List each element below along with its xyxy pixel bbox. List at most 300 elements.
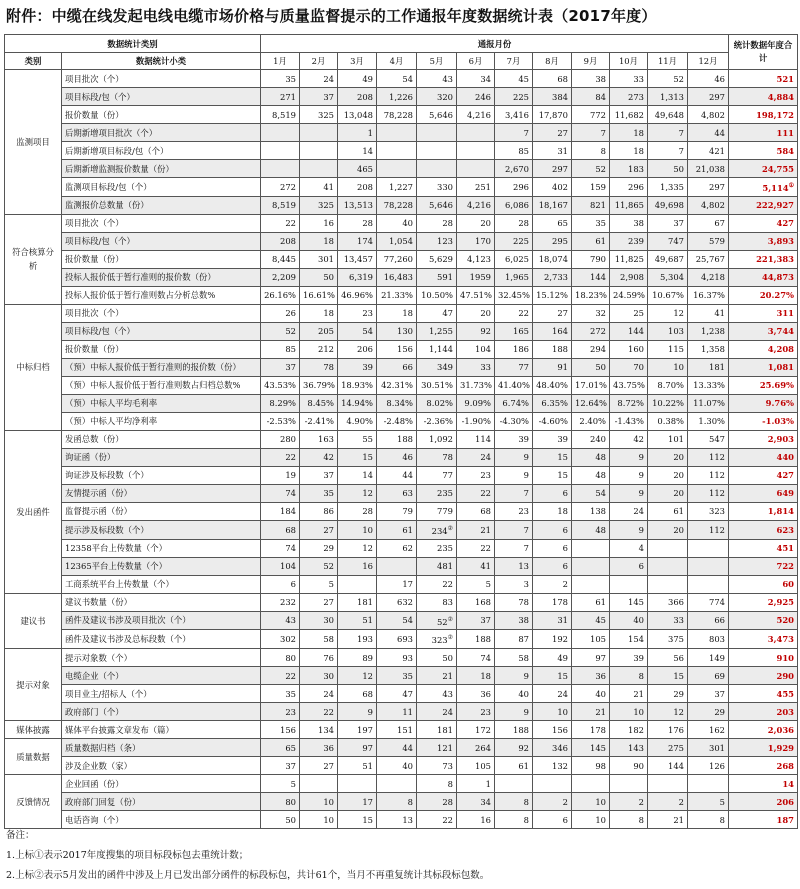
month-value-cell: 47 — [417, 304, 457, 322]
annual-total-cell: 521 — [729, 70, 798, 88]
month-value-cell: 22 — [457, 539, 495, 557]
month-value-cell: 55 — [338, 430, 377, 448]
month-value-cell: 29 — [688, 703, 729, 721]
month-value-cell: 65 — [533, 214, 572, 232]
month-value-cell: 92 — [495, 739, 533, 757]
month-value-cell: 21 — [417, 667, 457, 685]
month-value-cell: 18 — [610, 124, 648, 142]
subcategory-cell: 函件及建议书涉及总标段数（个） — [62, 630, 261, 649]
month-value-cell: 54 — [338, 322, 377, 340]
month-value-cell: 7 — [648, 142, 688, 160]
subcategory-cell: 建议书数量（份） — [62, 593, 261, 611]
month-value-cell — [648, 557, 688, 575]
month-value-cell: 6.35% — [533, 394, 572, 412]
month-value-cell: 48 — [572, 466, 610, 484]
month-value-cell: 803 — [688, 630, 729, 649]
month-value-cell: 4,123 — [457, 250, 495, 268]
month-value-cell — [533, 775, 572, 793]
month-value-cell: 176 — [648, 721, 688, 739]
month-value-cell: 49 — [338, 70, 377, 88]
month-value-cell: 192 — [533, 630, 572, 649]
subcategory-cell: 后期新增项目标段/包（个） — [62, 142, 261, 160]
month-value-cell: 10.67% — [648, 286, 688, 304]
month-value-cell: 182 — [610, 721, 648, 739]
month-value-cell: 10.50% — [417, 286, 457, 304]
subcategory-cell: 投标人报价低于暂行准则的报价数（份） — [62, 268, 261, 286]
month-value-cell: 21 — [648, 811, 688, 829]
month-value-cell: 36 — [300, 739, 338, 757]
annual-total-cell: 198,172 — [729, 106, 798, 124]
month-value-cell: 68 — [457, 502, 495, 520]
month-value-cell: 246 — [457, 88, 495, 106]
month-value-cell: 206 — [338, 340, 377, 358]
table-row — [5, 520, 798, 539]
month-value-cell: 162 — [688, 721, 729, 739]
header-month-group: 通报月份 — [261, 35, 729, 53]
annual-total-cell: 60 — [729, 575, 798, 593]
subcategory-cell: 工商系统平台上传数量（个） — [62, 575, 261, 593]
annual-total-cell: 427 — [729, 214, 798, 232]
month-value-cell: 130 — [377, 322, 417, 340]
category-cell: 发出函件 — [5, 430, 62, 593]
month-value-cell: 38 — [572, 70, 610, 88]
month-value-cell: 52 — [648, 70, 688, 88]
month-value-cell: 151 — [377, 721, 417, 739]
month-value-cell: 69 — [688, 667, 729, 685]
month-value-cell: 225 — [495, 88, 533, 106]
month-value-cell: 296 — [495, 178, 533, 197]
month-value-cell: 5 — [261, 775, 300, 793]
month-value-cell: 1,092 — [417, 430, 457, 448]
header-month-8: 8月 — [533, 53, 572, 70]
month-value-cell: 178 — [572, 721, 610, 739]
annual-total-cell: 455 — [729, 685, 798, 703]
month-value-cell: 4,802 — [688, 106, 729, 124]
month-value-cell: 45 — [572, 611, 610, 630]
month-value-cell: 42.31% — [377, 376, 417, 394]
month-value-cell: 325 — [300, 196, 338, 214]
month-value-cell: 45 — [495, 70, 533, 88]
month-value-cell: 93 — [377, 649, 417, 667]
month-value-cell: 30.51% — [417, 376, 457, 394]
month-value-cell: 6,025 — [495, 250, 533, 268]
month-value-cell: 188 — [457, 630, 495, 649]
month-value-cell: 90 — [610, 757, 648, 775]
month-value-cell — [648, 539, 688, 557]
month-value-cell: 49,687 — [648, 250, 688, 268]
subcategory-cell: 政府部门（个） — [62, 703, 261, 721]
month-value-cell: 16 — [338, 557, 377, 575]
month-value-cell: 80 — [261, 793, 300, 811]
month-value-cell: 10 — [610, 703, 648, 721]
month-value-cell: 12 — [338, 484, 377, 502]
month-value-cell: 20 — [648, 520, 688, 539]
table-row — [5, 160, 798, 178]
month-value-cell: 9 — [610, 484, 648, 502]
month-value-cell: 9 — [495, 667, 533, 685]
month-value-cell — [572, 557, 610, 575]
table-row — [5, 721, 798, 739]
month-value-cell: 24 — [610, 502, 648, 520]
table-row — [5, 611, 798, 630]
month-value-cell: 9 — [610, 520, 648, 539]
month-value-cell: 6 — [533, 539, 572, 557]
table-row — [5, 667, 798, 685]
footnote-mark: ② — [447, 634, 453, 642]
month-value-cell: 28 — [417, 793, 457, 811]
month-value-cell: 37 — [300, 466, 338, 484]
month-value-cell: 1,313 — [648, 88, 688, 106]
month-value-cell: 73 — [417, 757, 457, 775]
subcategory-cell: 后期新增监测报价数量（份） — [62, 160, 261, 178]
month-value-cell: -1.90% — [457, 412, 495, 430]
month-value-cell: 50 — [648, 160, 688, 178]
annual-total-cell: 3,473 — [729, 630, 798, 649]
month-value-cell: 4 — [610, 539, 648, 557]
month-value-cell: 23 — [457, 703, 495, 721]
subcategory-cell: 报价数量（份） — [62, 250, 261, 268]
month-value-cell: 43 — [417, 685, 457, 703]
month-value-cell: 112 — [688, 466, 729, 484]
month-value-cell: 54 — [377, 611, 417, 630]
month-value-cell: 35 — [377, 667, 417, 685]
month-value-cell: 22 — [417, 575, 457, 593]
month-value-cell: 481 — [417, 557, 457, 575]
month-value-cell: 43 — [261, 611, 300, 630]
month-value-cell: 68 — [533, 70, 572, 88]
annual-total-cell: 14 — [729, 775, 798, 793]
month-value-cell: 21 — [457, 520, 495, 539]
table-row — [5, 88, 798, 106]
month-value-cell: 78 — [417, 448, 457, 466]
month-value-cell: 8 — [610, 811, 648, 829]
month-value-cell: 31 — [533, 611, 572, 630]
month-value-cell: 52② — [417, 611, 457, 630]
month-value-cell: 11,865 — [610, 196, 648, 214]
month-value-cell: 52 — [572, 160, 610, 178]
month-value-cell: 32.45% — [495, 286, 533, 304]
table-row — [5, 757, 798, 775]
month-value-cell: 7 — [495, 124, 533, 142]
subcategory-cell: （预）中标人报价低于暂行准则数占归档总数% — [62, 376, 261, 394]
footnote-mark: ② — [447, 615, 453, 623]
month-value-cell: 79 — [377, 502, 417, 520]
month-value-cell: 2,733 — [533, 268, 572, 286]
month-value-cell: 85 — [495, 142, 533, 160]
header-month-5: 5月 — [417, 53, 457, 70]
table-row — [5, 106, 798, 124]
month-value-cell — [457, 142, 495, 160]
month-value-cell: 181 — [417, 721, 457, 739]
month-value-cell: -2.41% — [300, 412, 338, 430]
month-value-cell: 56 — [648, 649, 688, 667]
month-value-cell: 98 — [572, 757, 610, 775]
month-value-cell: 181 — [688, 358, 729, 376]
table-row — [5, 575, 798, 593]
month-value-cell: 8.29% — [261, 394, 300, 412]
month-value-cell: 66 — [377, 358, 417, 376]
header-category-group: 数据统计类别 — [5, 35, 261, 53]
table-row — [5, 793, 798, 811]
month-value-cell: 13,048 — [338, 106, 377, 124]
month-value-cell: 39 — [495, 430, 533, 448]
month-value-cell: 18.93% — [338, 376, 377, 394]
month-value-cell: 36 — [457, 685, 495, 703]
month-value-cell: 42 — [300, 448, 338, 466]
subcategory-cell: 项目标段/包（个） — [62, 322, 261, 340]
month-value-cell: 9 — [338, 703, 377, 721]
month-value-cell: 97 — [572, 649, 610, 667]
month-value-cell: -2.36% — [417, 412, 457, 430]
month-value-cell: 65 — [261, 739, 300, 757]
header-month-2: 2月 — [300, 53, 338, 70]
table-row — [5, 630, 798, 649]
month-value-cell: 40 — [377, 757, 417, 775]
month-value-cell: 15 — [648, 667, 688, 685]
month-value-cell: 101 — [648, 430, 688, 448]
month-value-cell: 13 — [377, 811, 417, 829]
month-value-cell: 790 — [572, 250, 610, 268]
month-value-cell: 103 — [648, 322, 688, 340]
month-value-cell: 1959 — [457, 268, 495, 286]
month-value-cell: 632 — [377, 593, 417, 611]
month-value-cell: 10 — [533, 703, 572, 721]
month-value-cell: 13.33% — [688, 376, 729, 394]
table-row — [5, 593, 798, 611]
category-cell: 中标归档 — [5, 304, 62, 430]
month-value-cell: 1.30% — [688, 412, 729, 430]
month-value-cell: 8 — [572, 142, 610, 160]
month-value-cell — [688, 557, 729, 575]
month-value-cell: 41 — [688, 304, 729, 322]
month-value-cell: 38 — [610, 214, 648, 232]
month-value-cell: 15 — [533, 466, 572, 484]
annual-total-cell: 187 — [729, 811, 798, 829]
month-value-cell — [377, 160, 417, 178]
annual-total-cell: 3,893 — [729, 232, 798, 250]
subcategory-cell: 友情提示函（份） — [62, 484, 261, 502]
month-value-cell: 168 — [457, 593, 495, 611]
month-value-cell: 61 — [572, 232, 610, 250]
month-value-cell: 97 — [338, 739, 377, 757]
month-value-cell: 58 — [300, 630, 338, 649]
month-value-cell — [417, 160, 457, 178]
month-value-cell: 11,682 — [610, 106, 648, 124]
annual-total-cell: 290 — [729, 667, 798, 685]
header-month-1: 1月 — [261, 53, 300, 70]
table-row — [5, 214, 798, 232]
month-value-cell: 78 — [495, 593, 533, 611]
month-value-cell — [261, 160, 300, 178]
month-value-cell: 58 — [495, 649, 533, 667]
month-value-cell — [300, 775, 338, 793]
month-value-cell: 349 — [417, 358, 457, 376]
subcategory-cell: 项目标段/包（个） — [62, 88, 261, 106]
annual-total-cell: 722 — [729, 557, 798, 575]
month-value-cell: 11,825 — [610, 250, 648, 268]
month-value-cell: 35 — [261, 70, 300, 88]
month-value-cell: 27 — [300, 757, 338, 775]
month-value-cell: 160 — [610, 340, 648, 358]
subcategory-cell: 媒体平台披露文章发布（篇） — [62, 721, 261, 739]
month-value-cell: 5 — [300, 575, 338, 593]
month-value-cell: 591 — [417, 268, 457, 286]
month-value-cell: 112 — [688, 448, 729, 466]
month-value-cell: 747 — [648, 232, 688, 250]
month-value-cell: 23 — [261, 703, 300, 721]
month-value-cell: 22 — [261, 448, 300, 466]
subcategory-cell: （预）中标人平均毛利率 — [62, 394, 261, 412]
month-value-cell: 10 — [572, 811, 610, 829]
month-value-cell: 74 — [261, 539, 300, 557]
month-value-cell: 9 — [610, 466, 648, 484]
notes-section — [6, 826, 489, 886]
month-value-cell: 91 — [533, 358, 572, 376]
table-row — [5, 448, 798, 466]
category-cell: 质量数据 — [5, 739, 62, 775]
month-value-cell: 32 — [572, 304, 610, 322]
month-value-cell: 50 — [572, 358, 610, 376]
month-value-cell — [300, 160, 338, 178]
month-value-cell: 47 — [377, 685, 417, 703]
month-value-cell: 21.33% — [377, 286, 417, 304]
month-value-cell — [610, 575, 648, 593]
annual-total-cell: 649 — [729, 484, 798, 502]
month-value-cell: 74 — [261, 484, 300, 502]
month-value-cell: 22 — [300, 703, 338, 721]
month-value-cell: 51 — [338, 611, 377, 630]
month-value-cell: 8 — [495, 811, 533, 829]
annual-total-cell: 203 — [729, 703, 798, 721]
header-annual-total: 统计数据年度合计 — [729, 35, 798, 70]
month-value-cell: 8 — [417, 775, 457, 793]
month-value-cell: 2,670 — [495, 160, 533, 178]
month-value-cell: 84 — [572, 88, 610, 106]
month-value-cell: 62 — [377, 539, 417, 557]
month-value-cell: 15.12% — [533, 286, 572, 304]
month-value-cell: 1 — [338, 124, 377, 142]
subcategory-cell: 监测报价总数量（份） — [62, 196, 261, 214]
month-value-cell — [688, 775, 729, 793]
month-value-cell: 779 — [417, 502, 457, 520]
subcategory-cell: 函件及建议书涉及项目批次（个） — [62, 611, 261, 630]
month-value-cell: 302 — [261, 630, 300, 649]
month-value-cell — [572, 539, 610, 557]
annual-total-cell: 25.69% — [729, 376, 798, 394]
table-row — [5, 340, 798, 358]
month-value-cell: 33 — [610, 70, 648, 88]
annual-total-cell: 4,208 — [729, 340, 798, 358]
annual-total-cell: 2,903 — [729, 430, 798, 448]
statistics-table — [4, 34, 798, 829]
month-value-cell: 39 — [610, 649, 648, 667]
month-value-cell: 40 — [495, 685, 533, 703]
month-value-cell: 29 — [300, 539, 338, 557]
month-value-cell: 2 — [533, 575, 572, 593]
month-value-cell: 44 — [377, 739, 417, 757]
month-value-cell: 421 — [688, 142, 729, 160]
month-value-cell: 61 — [572, 593, 610, 611]
month-value-cell: 301 — [300, 250, 338, 268]
month-value-cell: 144 — [648, 757, 688, 775]
month-value-cell: 41.40% — [495, 376, 533, 394]
table-row — [5, 466, 798, 484]
month-value-cell: 24.59% — [610, 286, 648, 304]
month-value-cell: 8 — [495, 793, 533, 811]
month-value-cell: -2.53% — [261, 412, 300, 430]
table-row — [5, 268, 798, 286]
annual-total-cell: 24,755 — [729, 160, 798, 178]
annual-total-cell: 3,744 — [729, 322, 798, 340]
month-value-cell — [377, 142, 417, 160]
month-value-cell: 1,144 — [417, 340, 457, 358]
month-value-cell: 6 — [533, 520, 572, 539]
month-value-cell: 10.22% — [648, 394, 688, 412]
month-value-cell: 6,319 — [338, 268, 377, 286]
month-value-cell: 67 — [688, 214, 729, 232]
month-value-cell — [377, 557, 417, 575]
month-value-cell: 14.94% — [338, 394, 377, 412]
month-value-cell: 8 — [688, 811, 729, 829]
month-value-cell: 104 — [457, 340, 495, 358]
month-value-cell — [688, 575, 729, 593]
month-value-cell: 296 — [610, 178, 648, 197]
month-value-cell: 22 — [417, 811, 457, 829]
month-value-cell: 78,228 — [377, 106, 417, 124]
month-value-cell: 42 — [610, 430, 648, 448]
month-value-cell: 8.72% — [610, 394, 648, 412]
month-value-cell: 8 — [377, 793, 417, 811]
month-value-cell: 26.16% — [261, 286, 300, 304]
month-value-cell: 208 — [338, 88, 377, 106]
month-value-cell: 35 — [572, 214, 610, 232]
month-value-cell: 50 — [417, 649, 457, 667]
month-value-cell: 18.23% — [572, 286, 610, 304]
month-value-cell: 112 — [688, 520, 729, 539]
month-value-cell: 5,646 — [417, 196, 457, 214]
month-value-cell: 114 — [457, 430, 495, 448]
month-value-cell: 10 — [300, 811, 338, 829]
header-month-6: 6月 — [457, 53, 495, 70]
header-month-10: 10月 — [610, 53, 648, 70]
month-value-cell — [417, 124, 457, 142]
month-value-cell: 7 — [648, 124, 688, 142]
annual-total-cell: 910 — [729, 649, 798, 667]
month-value-cell: 36.79% — [300, 376, 338, 394]
month-value-cell: 13 — [495, 557, 533, 575]
month-value-cell: 6 — [610, 557, 648, 575]
month-value-cell: 156 — [377, 340, 417, 358]
month-value-cell: 144 — [572, 268, 610, 286]
month-value-cell: 235 — [417, 539, 457, 557]
table-row — [5, 322, 798, 340]
month-value-cell: 80 — [261, 649, 300, 667]
table-row — [5, 539, 798, 557]
annual-total-cell: 221,383 — [729, 250, 798, 268]
month-value-cell: 9.09% — [457, 394, 495, 412]
month-value-cell: 28 — [495, 214, 533, 232]
month-value-cell: 1,226 — [377, 88, 417, 106]
month-value-cell: 18 — [300, 232, 338, 250]
month-value-cell: 1,335 — [648, 178, 688, 197]
month-value-cell: 24 — [533, 685, 572, 703]
month-value-cell: 43.53% — [261, 376, 300, 394]
subcategory-cell: 监测项目标段/包（个） — [62, 178, 261, 197]
month-value-cell: 5,646 — [417, 106, 457, 124]
month-value-cell: 16 — [300, 214, 338, 232]
month-value-cell: 366 — [648, 593, 688, 611]
month-value-cell: 11.07% — [688, 394, 729, 412]
